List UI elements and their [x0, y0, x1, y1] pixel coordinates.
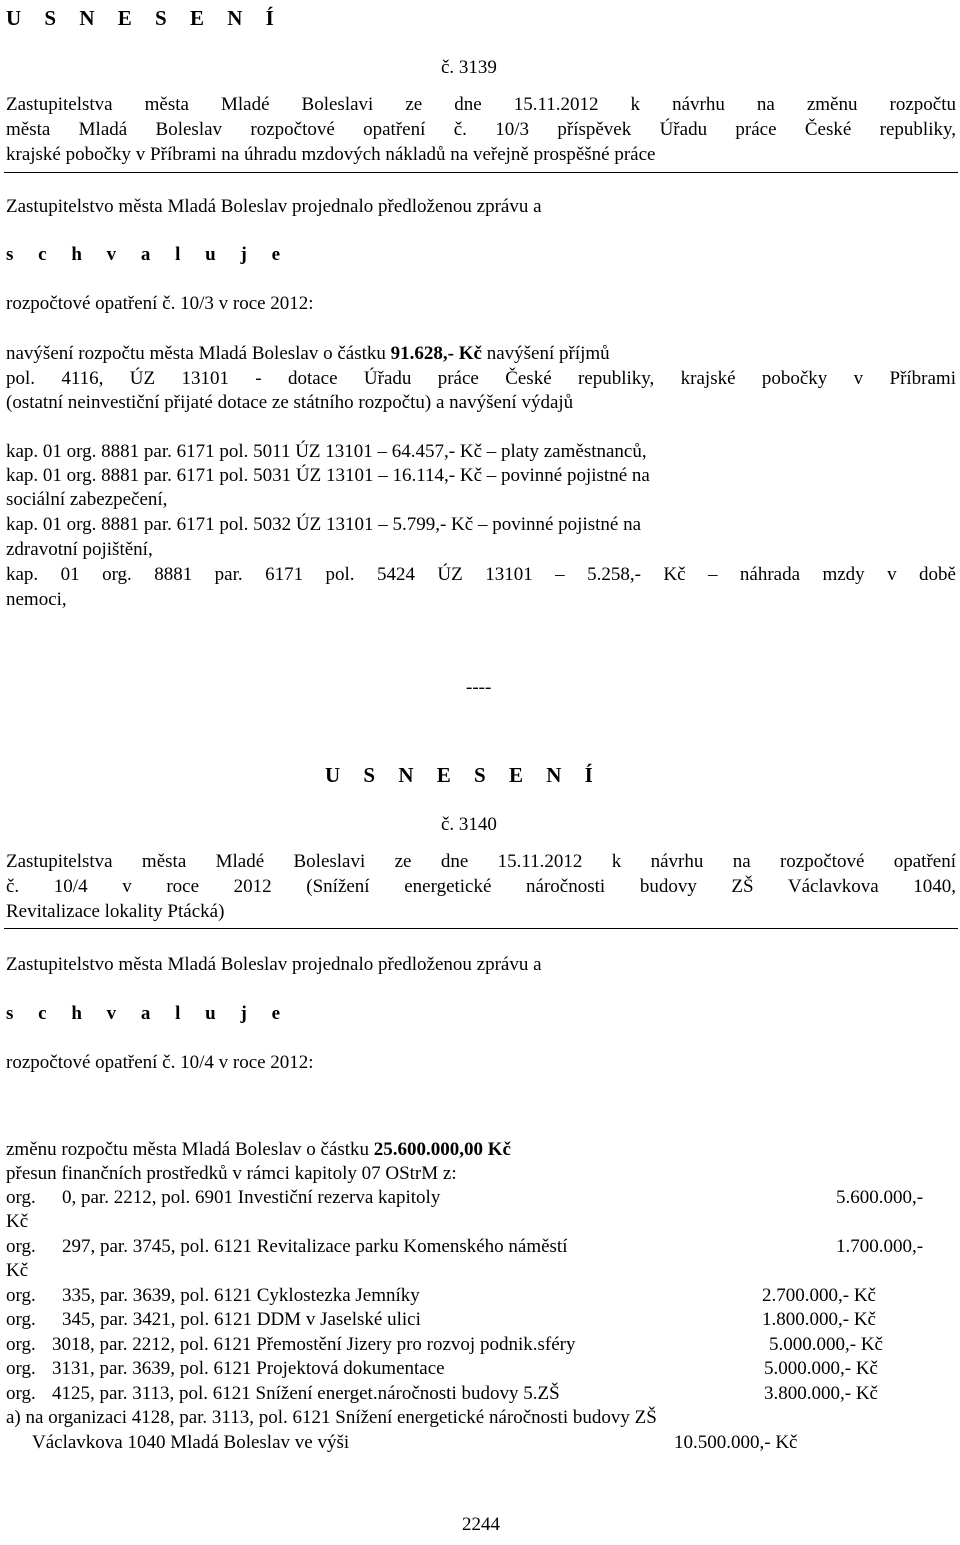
budget-item-org: org.: [6, 1383, 36, 1404]
subject-line: č. 10/4 v roce 2012 (Snížení energetické náročnosti budovy ZŠ Václavkova 1040,: [6, 876, 956, 897]
verdict: s c h v a l u j e: [6, 244, 290, 265]
budget-item-amount: 1.800.000,- Kč: [762, 1309, 876, 1330]
resolution-number: č. 3140: [441, 814, 497, 835]
expense-line: sociální zabezpečení,: [6, 489, 168, 510]
subject-line: města Mladá Boleslav rozpočtové opatření č. 10/3 příspěvek Úřadu práce České republiky,: [6, 119, 956, 140]
increase-line: [6, 342, 610, 366]
budget-item-org: org.: [6, 1309, 36, 1330]
expense-line: kap. 01 org. 8881 par. 6171 pol. 5031 ÚZ 13101 – 16.114,- Kč – povinné pojistné na: [6, 465, 650, 486]
budget-item-amount: 5.000.000,- Kč: [764, 1358, 878, 1379]
budget-item-code: 4125, par. 3113, pol. 6121 Snížení energet.náročnosti budovy 5.ZŠ: [52, 1383, 560, 1404]
budget-item-org: org.: [6, 1236, 36, 1257]
expense-line: kap. 01 org. 8881 par. 6171 pol. 5011 ÚZ 13101 – 64.457,- Kč – platy zaměstnanců,: [6, 441, 647, 462]
budget-item-code: 0, par. 2212, pol. 6901 Investiční rezerva kapitoly: [62, 1187, 441, 1208]
budget-item-code: 345, par. 3421, pol. 6121 DDM v Jaselské ulici: [62, 1309, 421, 1330]
budget-item-amount: 3.800.000,- Kč: [764, 1383, 878, 1404]
subject-line: krajské pobočky v Příbrami na úhradu mzdových nákladů na veřejně prospěšné práce: [6, 144, 656, 165]
budget-item-code: 3131, par. 3639, pol. 6121 Projektová dokumentace: [52, 1358, 445, 1379]
divider: [4, 172, 958, 173]
increase-tail: navýšení příjmů: [486, 343, 610, 364]
budget-item-amount-wrap: Kč: [6, 1211, 29, 1232]
resolution-heading: U S N E S E N Í: [6, 6, 283, 30]
resolution-number: č. 3139: [441, 57, 497, 78]
subject-line: Zastupitelstva města Mladé Boleslavi ze dne 15.11.2012 k návrhu na rozpočtové opatření: [6, 851, 956, 872]
change-amount: 25.600.000,00 Kč: [373, 1139, 511, 1160]
expense-line: kap. 01 org. 8881 par. 6171 pol. 5032 ÚZ 13101 – 5.799,- Kč – povinné pojistné na: [6, 514, 642, 535]
budget-item-org: org.: [6, 1358, 36, 1379]
increase-amount: 91.628,- Kč: [390, 343, 482, 364]
verdict: s c h v a l u j e: [6, 1003, 290, 1024]
budget-item-amount: 2.700.000,- Kč: [762, 1285, 876, 1306]
page-number: 2244: [462, 1514, 500, 1535]
expense-line: kap. 01 org. 8881 par. 6171 pol. 5424 ÚZ 13101 – 5.258,- Kč – náhrada mzdy v době: [6, 564, 956, 585]
budget-item-amount: 1.700.000,-: [836, 1236, 924, 1257]
divider: [4, 928, 958, 929]
budget-item-org: org.: [6, 1285, 36, 1306]
budget-item-amount: 5.600.000,-: [836, 1187, 924, 1208]
measure-text: rozpočtové opatření č. 10/4 v roce 2012:: [6, 1052, 314, 1073]
separator: ----: [466, 677, 492, 698]
subject-line: Revitalizace lokality Ptácká): [6, 901, 225, 922]
income-line: pol. 4116, ÚZ 13101 - dotace Úřadu práce České republiky, krajské pobočky v Příbrami: [6, 368, 956, 389]
subject-line: Zastupitelstva města Mladé Boleslavi ze dne 15.11.2012 k návrhu na změnu rozpočtu: [6, 94, 956, 115]
measure-text: rozpočtové opatření č. 10/3 v roce 2012:: [6, 293, 314, 314]
target-amount: 10.500.000,- Kč: [674, 1432, 798, 1453]
resolution-heading: U S N E S E N Í: [325, 763, 602, 787]
increase-lead: navýšení rozpočtu města Mladá Boleslav o částku: [6, 343, 386, 364]
expense-line: nemoci,: [6, 589, 67, 610]
target-line: Václavkova 1040 Mladá Boleslav ve výši: [32, 1432, 350, 1453]
budget-item-org: org.: [6, 1187, 36, 1208]
income-line: (ostatní neinvestiční přijaté dotace ze státního rozpočtu) a navýšení výdajů: [6, 392, 574, 413]
intro-text: Zastupitelstvo města Mladá Boleslav projednalo předloženou zprávu a: [6, 196, 542, 217]
change-line: [6, 1138, 511, 1162]
budget-item-amount-wrap: Kč: [6, 1260, 29, 1281]
target-line: a) na organizaci 4128, par. 3113, pol. 6121 Snížení energetické náročnosti budovy ZŠ: [6, 1407, 657, 1428]
intro-text: Zastupitelstvo města Mladá Boleslav projednalo předloženou zprávu a: [6, 954, 542, 975]
transfer-text: přesun finančních prostředků v rámci kapitoly 07 OStrM z:: [6, 1163, 457, 1184]
budget-item-code: 335, par. 3639, pol. 6121 Cyklostezka Jemníky: [62, 1285, 420, 1306]
budget-item-amount: 5.000.000,- Kč: [769, 1334, 883, 1355]
budget-item-org: org.: [6, 1334, 36, 1355]
change-lead: změnu rozpočtu města Mladá Boleslav o částku: [6, 1139, 370, 1160]
budget-item-code: 3018, par. 2212, pol. 6121 Přemostění Jizery pro rozvoj podnik.sféry: [52, 1334, 576, 1355]
expense-line: zdravotní pojištění,: [6, 539, 153, 560]
budget-item-code: 297, par. 3745, pol. 6121 Revitalizace parku Komenského náměstí: [62, 1236, 568, 1257]
